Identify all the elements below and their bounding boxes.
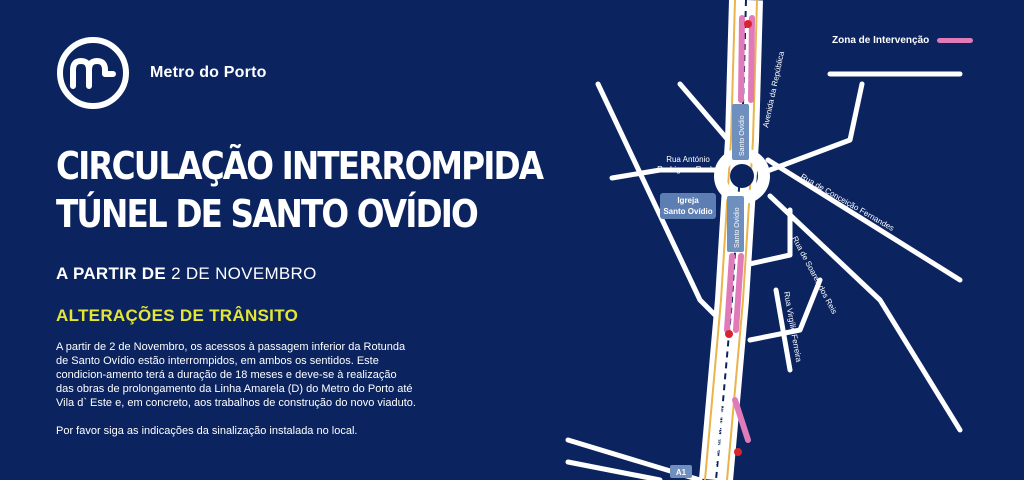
notice-paragraph-2: Por favor siga as indicações da sinalização instalada no local. <box>56 425 358 437</box>
no-entry-icon <box>725 330 733 338</box>
motorway-label: A1 <box>675 468 687 477</box>
legend-label: Zona de Intervenção <box>832 35 930 46</box>
roundabout-island <box>730 164 754 188</box>
no-entry-icon <box>744 20 752 28</box>
street-label-avenida-top: Avenida da República <box>761 50 787 129</box>
street-label-virgilio: Rua Virgílio Ferreira <box>782 290 804 363</box>
street-label-conceicao: Rua de Conceição Fernandes <box>799 171 896 233</box>
metro-m-icon <box>56 36 130 110</box>
landmark-line-2: Santo Ovídio <box>663 207 713 216</box>
intervention-zone-north-2 <box>751 18 752 100</box>
intervention-zone-north-1 <box>741 18 742 100</box>
section-heading: ALTERAÇÕES DE TRÂNSITO <box>56 306 299 325</box>
page-title <box>56 142 542 238</box>
notice-paragraph-1: A partir de 2 de Novembro, os acessos à passagem inferior da Rotunda de Santo Ovídio estão interrompidos, em ambos os sentidos. Este condicion-amento terá a duração de 18 meses e deve-se à realização das obras de prolongamento da Linha Amarela (D) do Metro do Porto até Vila d` Este e, em concreto, aos trabalhos de construção do novo viaduto. <box>56 341 416 409</box>
station-top-label: Santo Ovídio <box>739 115 746 156</box>
street-label-rua-antonio-2: Rodrigues Rocha <box>657 165 719 174</box>
traffic-map <box>560 0 1024 480</box>
street-northwest <box>680 84 728 140</box>
metro-logo[interactable] <box>56 36 267 110</box>
street-north-loop <box>770 84 862 170</box>
start-date <box>56 264 317 284</box>
landmark-igreja <box>660 193 716 219</box>
side-streets <box>568 74 960 480</box>
title-line-1: CIRCULAÇÃO INTERROMPIDA <box>56 144 543 188</box>
date-prefix: A PARTIR DE <box>56 264 167 283</box>
no-entry-icon <box>734 448 742 456</box>
street-link-south <box>750 280 820 340</box>
title-line-2: TÚNEL DE SANTO OVÍDIO <box>56 192 477 236</box>
street-label-rua-antonio-1: Rua António <box>666 155 710 164</box>
notice-body <box>56 340 416 438</box>
street-label-avenida-bottom: Avenida da República <box>708 400 728 479</box>
date-value: 2 DE NOVEMBRO <box>171 264 317 283</box>
brand-name: Metro do Porto <box>150 64 267 81</box>
motorway-marker <box>670 465 692 478</box>
street-label-soares: Rua de Soares dos Reis <box>790 234 839 316</box>
station-top <box>732 104 749 160</box>
street-soares <box>770 196 960 430</box>
landmark-line-1: Igreja <box>677 196 699 205</box>
station-mid <box>727 196 744 252</box>
station-mid-label: Santo Ovídio <box>734 207 741 248</box>
